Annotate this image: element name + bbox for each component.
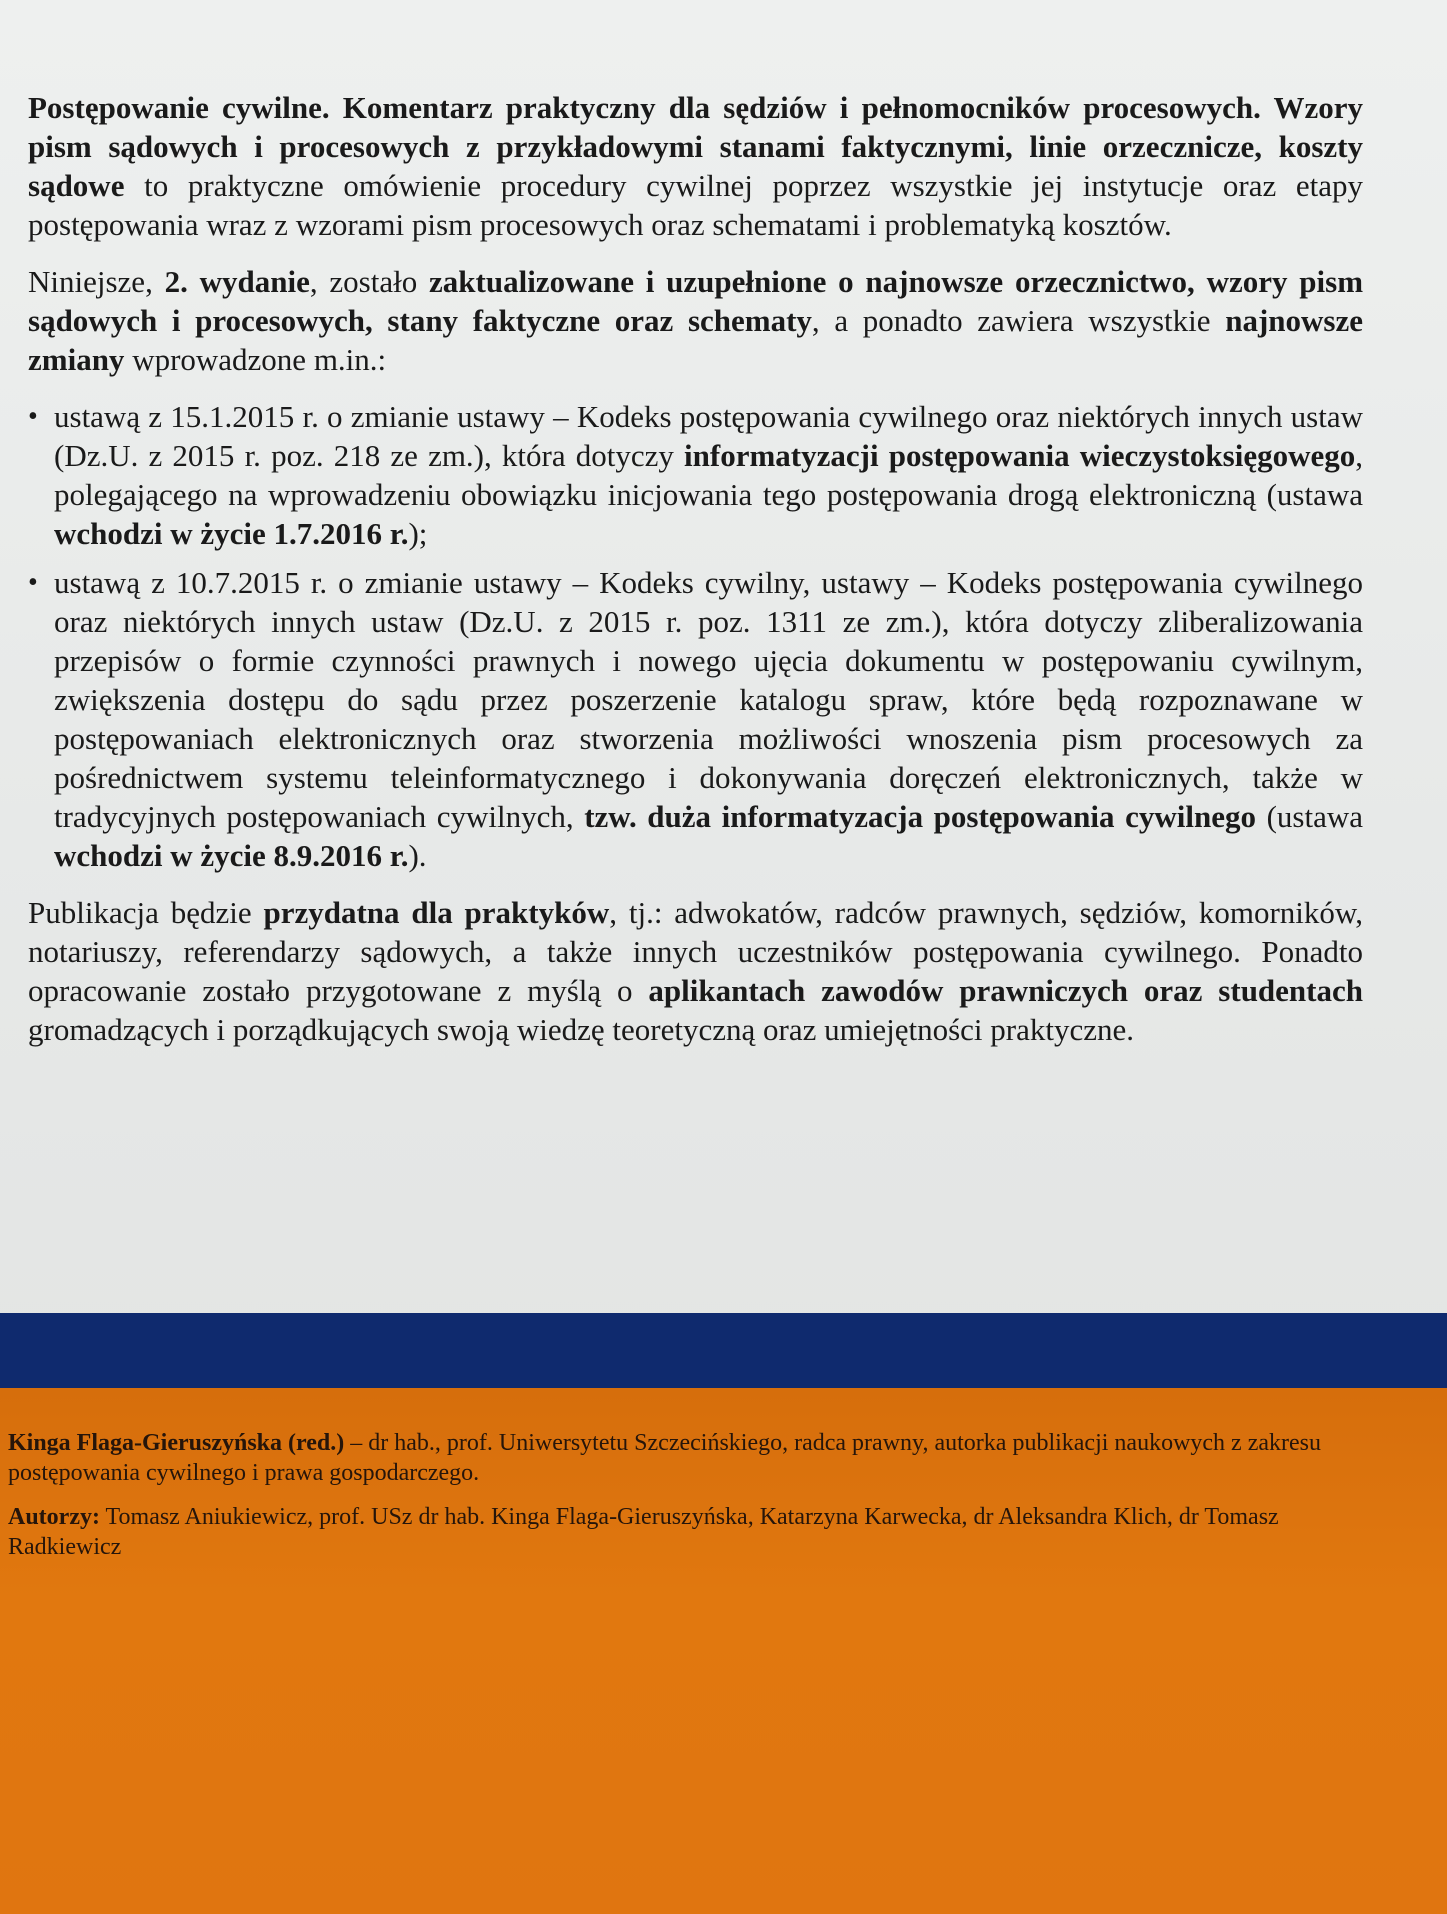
list-item <box>28 397 1363 553</box>
edition-text-3: , a ponadto zawiera wszystkie <box>811 303 1226 338</box>
editor-bio: – dr hab., prof. Uniwersytetu Szczecińskiego, radca prawny, autorka publikacji naukowych z zakresu postępowania cywilnego i prawa gospodarczego. <box>8 1430 1321 1486</box>
amendment-2-text-3: ). <box>408 838 427 873</box>
edition-number: 2. wydanie <box>164 264 310 299</box>
edition-text-1: Niniejsze, <box>28 264 165 299</box>
amendment-1-text-2: , polegającego na wprowadzeniu obowiązku inicjowania tego postępowania drogą elektroniczną (ustawa <box>54 438 1363 512</box>
description-text <box>28 88 1363 1067</box>
amendment-2-text-1: ustawą z 10.7.2015 r. o zmianie ustawy – Kodeks cywilny, ustawy – Kodeks postępowania cywilnego oraz niektórych innych ustaw (Dz.U. z 2015 r. poz. 1311 ze zm.), która dotyczy zliberalizowania przepisów o formie czynności prawnych i nowego ujęcia dokumentu w postępowaniu cywilnym, zwiększenia dostępu do sądu przez poszerzenie katalogu spraw, które będą rozpoznawane w postępowaniach elektronicznych oraz stworzenia możliwości wnoszenia pism procesowych za pośrednictwem systemu teleinformatycznego i dokonywania doręczeń elektronicznych, także w tradycyjnych postępowaniach cywilnych, <box>54 565 1363 834</box>
edition-latest-changes: najnowsze zmiany <box>28 303 1363 377</box>
audience-text-3: gromadzących i porządkujących swoją wiedzę teoretyczną oraz umiejętności praktyczne. <box>28 1012 1134 1047</box>
amendment-1-effective-date: wchodzi w życie 1.7.2016 r. <box>54 516 409 551</box>
intro-text: to praktyczne omówienie procedury cywilnej poprzez wszystkie jej instytucje oraz etapy postępowania wraz z wzorami pism procesowych oraz schematami i problematyką kosztów. <box>28 168 1363 242</box>
authors-note <box>8 1502 1358 1562</box>
list-item <box>28 563 1363 875</box>
amendments-list <box>28 397 1363 875</box>
amendment-2-topic: tzw. duża informatyzacja postępowania cywilnego <box>584 799 1256 834</box>
amendment-1-topic: informatyzacji postępowania wieczystoksięgowego <box>684 438 1356 473</box>
intro-paragraph <box>28 88 1363 244</box>
blue-stripe <box>0 1313 1447 1388</box>
bullet-icon: • <box>28 567 38 598</box>
edition-updates: zaktualizowane i uzupełnione o najnowsze orzecznictwo, wzory pism sądowych i procesowych, stany faktyczne oraz schematy <box>28 264 1364 338</box>
editor-name: Kinga Flaga-Gieruszyńska (red.) <box>8 1430 345 1456</box>
authors-names: Tomasz Aniukiewicz, prof. USz dr hab. Kinga Flaga-Gieruszyńska, Katarzyna Karwecka, dr Aleksandra Klich, dr Tomasz Radkiewicz <box>8 1504 1279 1560</box>
book-title: Postępowanie cywilne. Komentarz praktyczny dla sędziów i pełnomocników procesowych. Wzory pism sądowych i procesowych z przykładowymi stanami faktycznymi, linie orzecznicze, koszty sądowe <box>28 90 1363 203</box>
audience-text-2: , tj.: adwokatów, radców prawnych, sędziów, komorników, notariuszy, referendarzy sądowych, a także innych uczestników postępowania cywilnego. Ponadto opracowanie zostało przygotowane z myślą o <box>28 895 1364 1008</box>
audience-text-1: Publikacja będzie <box>28 895 264 930</box>
amendment-1-text-3: ); <box>408 516 428 551</box>
editor-note <box>8 1428 1358 1488</box>
bullet-icon: • <box>28 401 38 432</box>
audience-practitioners: przydatna dla praktyków <box>263 895 610 930</box>
authors-label: Autorzy: <box>8 1504 100 1530</box>
edition-text-2: , zostało <box>309 264 430 299</box>
audience-students: aplikantach zawodów prawniczych oraz studentach <box>648 973 1363 1008</box>
authors-info <box>8 1428 1358 1576</box>
edition-text-4: wprowadzone m.in.: <box>124 342 387 377</box>
amendment-2-effective-date: wchodzi w życie 8.9.2016 r. <box>54 838 409 873</box>
amendment-1-text-1: ustawą z 15.1.2015 r. o zmianie ustawy – Kodeks postępowania cywilnego oraz niektórych innych ustaw (Dz.U. z 2015 r. poz. 218 ze zm.), która dotyczy <box>54 399 1363 473</box>
amendment-2-text-2: (ustawa <box>1256 799 1363 834</box>
audience-paragraph <box>28 893 1363 1049</box>
edition-paragraph <box>28 262 1363 379</box>
